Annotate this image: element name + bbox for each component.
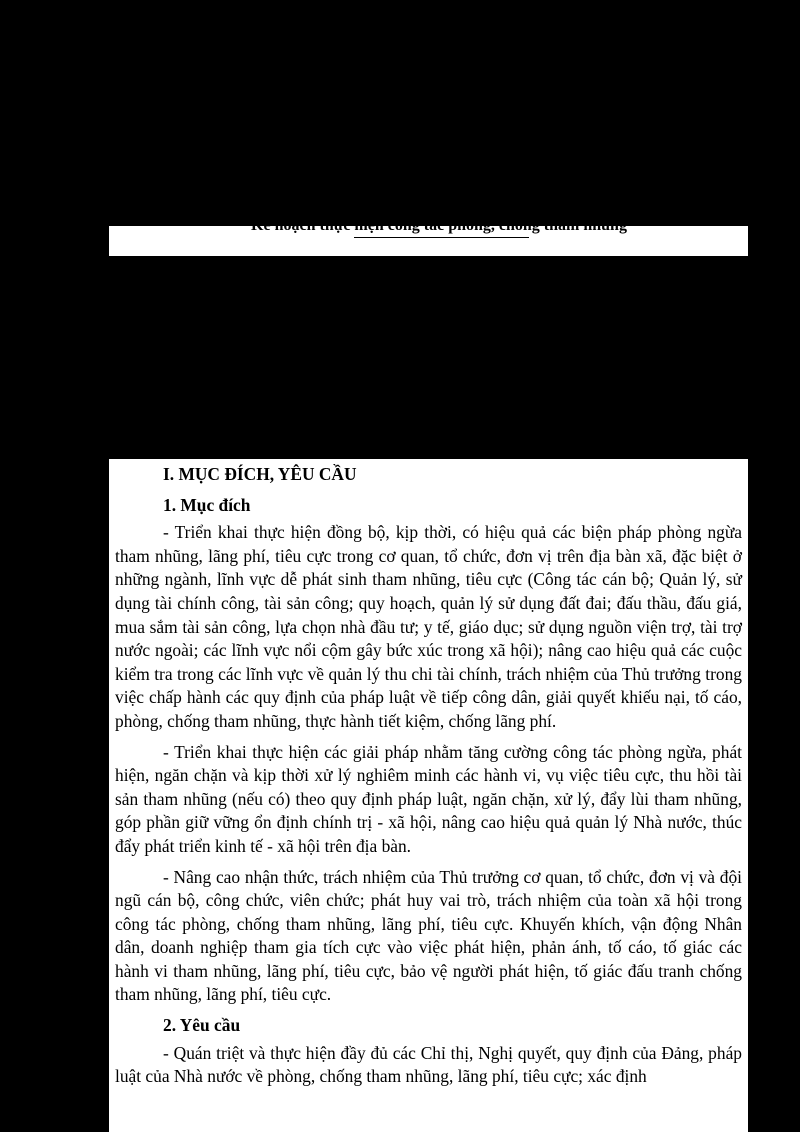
paragraph-3: - Nâng cao nhận thức, trách nhiệm của Thủ trưởng cơ quan, tổ chức, đơn vị và đội ngũ cán bộ, công chức, viên chức; phát huy vai trò, trách nhiệm của toàn xã hội trong công tác phòng, chống tham nhũng, lãng phí, tiêu cực. Khuyến khích, vận động Nhân dân, doanh nghiệp tham gia tích cực vào việc phát hiện, phản ánh, tố cáo, tố giác các hành vi tham nhũng, lãng phí, tiêu cực, bảo vệ người phát hiện, tố giác đấu tranh chống tham nhũng, lãng phí, tiêu cực. bbox=[115, 866, 742, 1005]
header-underline bbox=[354, 237, 529, 238]
document-content bbox=[109, 459, 748, 1132]
subsection-title-requirements: 2. Yêu cầu bbox=[163, 1015, 241, 1036]
subsection-title-purpose: 1. Mục đích bbox=[163, 494, 251, 515]
paragraph-2: - Triển khai thực hiện các giải pháp nhằm tăng cường công tác phòng ngừa, phát hiện, ngăn chặn và kịp thời xử lý nghiêm minh các hành vi, vụ việc tiêu cực, thu hồi tài sản tham nhũng (nếu có) theo quy định pháp luật, ngăn chặn, xử lý, đẩy lùi tham nhũng, góp phần giữ vững ổn định chính trị - xã hội, nâng cao hiệu quả quản lý Nhà nước, thúc đẩy phát triển kinh tế - xã hội trên địa bàn. bbox=[115, 741, 742, 856]
content-inner bbox=[115, 463, 742, 1089]
paragraph-1: - Triển khai thực hiện đồng bộ, kịp thời, có hiệu quả các biện pháp phòng ngừa tham nhũng, lãng phí, tiêu cực trong cơ quan, tổ chức, đơn vị trên địa bàn xã, đặc biệt ở những ngành, lĩnh vực dễ phát sinh tham nhũng, tiêu cực (Công tác cán bộ; Quản lý, sử dụng tài chính công, tài sản công; quy hoạch, quản lý sử dụng đất đai; đấu thầu, đấu giá, mua sắm tài sản công, lựa chọn nhà đầu tư; y tế, giáo dục; sử dụng nguồn viện trợ, tài trợ nước ngoài; các lĩnh vực nổi cộm gây bức xúc trong xã hội); nâng cao hiệu quả các cuộc kiểm tra trong các lĩnh vực về quản lý thu chi tài chính, trách nhiệm của Thủ trưởng trong việc chấp hành các quy định của pháp luật về tiếp công dân, giải quyết khiếu nại, tố cáo, phòng, chống tham nhũng, thực hành tiết kiệm, chống lãng phí. bbox=[115, 522, 742, 731]
header-strip bbox=[109, 217, 748, 256]
header-cut-text: Kế hoạch thực hiện công tác phòng, chống tham nhũng bbox=[251, 217, 627, 234]
paragraph-4: - Quán triệt và thực hiện đầy đủ các Chỉ thị, Nghị quyết, quy định của Đảng, pháp luật của Nhà nước về phòng, chống tham nhũng, lãng phí, tiêu cực; xác định bbox=[115, 1042, 742, 1087]
section-title: I. MỤC ĐÍCH, YÊU CẦU bbox=[163, 464, 357, 484]
